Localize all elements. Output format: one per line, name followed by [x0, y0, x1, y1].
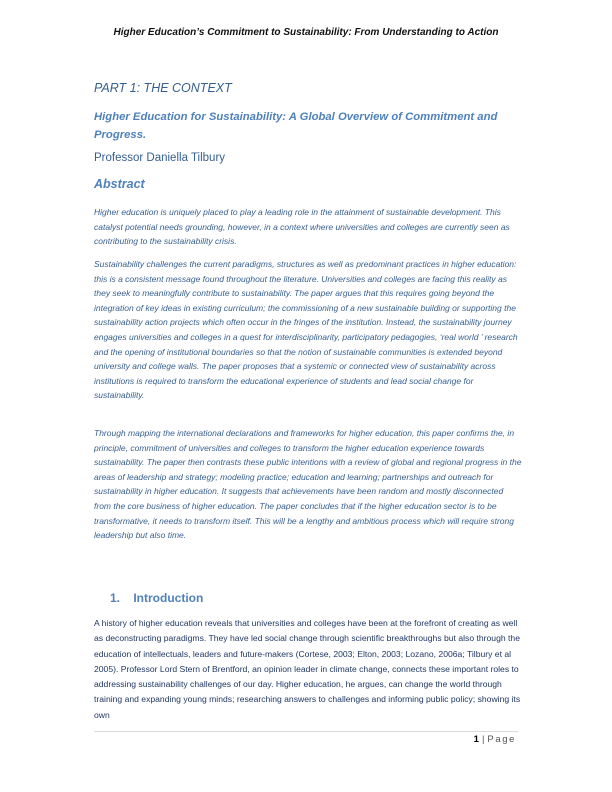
footer-separator: |: [481, 734, 485, 745]
paper-title: Higher Education for Sustainability: A Global Overview of Commitment and Progress.: [94, 111, 498, 141]
footer-divider: [94, 731, 518, 732]
introduction-paragraph: A history of higher education reveals that universities and colleges have been at the forefront of creating as well as deconstructing paradigms. They have led social change through scientific breakthroughs but also through the education of intellectuals, leaders and future-makers (Cortese, 2003; Elton, 2003; Lozano, 2006a; Tilbury et al 2005). Professor Lord Stern of Brentford, an opinion leader in climate change, connects these important roles to addressing sustainability challenges of our day. Higher education, he argues, can change the world through training and expanding young minds; researching answers to challenges and informing public policy; showing its own: [94, 618, 521, 720]
running-header: Higher Education’s Commitment to Sustainability: From Understanding to Action: [113, 27, 499, 38]
abstract-paragraph: Higher education is uniquely placed to play a leading role in the attainment of sustainable development. This catalyst potential needs grounding, however, in a context where universities and colleges are currently seen as contributing to the sustainability crisis.: [94, 207, 510, 247]
abstract-paragraph: Sustainability challenges the current paradigms, structures as well as predominant practices in higher education: this is a consistent message found throughout the literature. Universities and colleges are facing this reality as they seek to meaningfully contribute to sustainability. The paper argues that this requires going beyond the integration of key ideas in existing curriculum; the commissioning of a new sustainable building or supporting the sustainability action projects which often occur in the fringes of the institution. Instead, the sustainability journey engages universities and colleges in a quest for interdisciplinarity, participatory pedagogies, ‘real world ’ research and the opening of institutional boundaries so that the notion of sustainable communities is extended beyond university and college walls. The paper proposes that a systemic or connected view of sustainability across institutions is required to transform the educational experience of students and lead social change for sustainability.: [94, 259, 518, 401]
page-label: Page: [487, 734, 516, 745]
author-name: Professor Daniella Tilbury: [94, 152, 226, 164]
abstract-heading: Abstract: [94, 177, 145, 191]
abstract-paragraph: Through mapping the international declarations and frameworks for higher education, this paper confirms the, in principle, commitment of universities and colleges to transform the higher education experience towards sustainability. The paper then contrasts these public intentions with a review of global and regional progress in the areas of leadership and strategy; modeling practice; education and learning; partnerships and outreach for sustainability in higher education. It suggests that achievements have been random and mostly disconnected from the core business of higher education. The paper concludes that if the higher education sector is to be transformative, it needs to transform itself. This will be a lengthy and ambitious process which will require strong leadership but also time.: [94, 428, 522, 541]
page-number: 1: [473, 734, 479, 745]
part-title: PART 1: THE CONTEXT: [94, 81, 232, 95]
section-heading: [110, 591, 203, 605]
page-footer: [430, 734, 516, 745]
section-number: 1.: [110, 591, 121, 605]
section-title: Introduction: [133, 591, 204, 605]
